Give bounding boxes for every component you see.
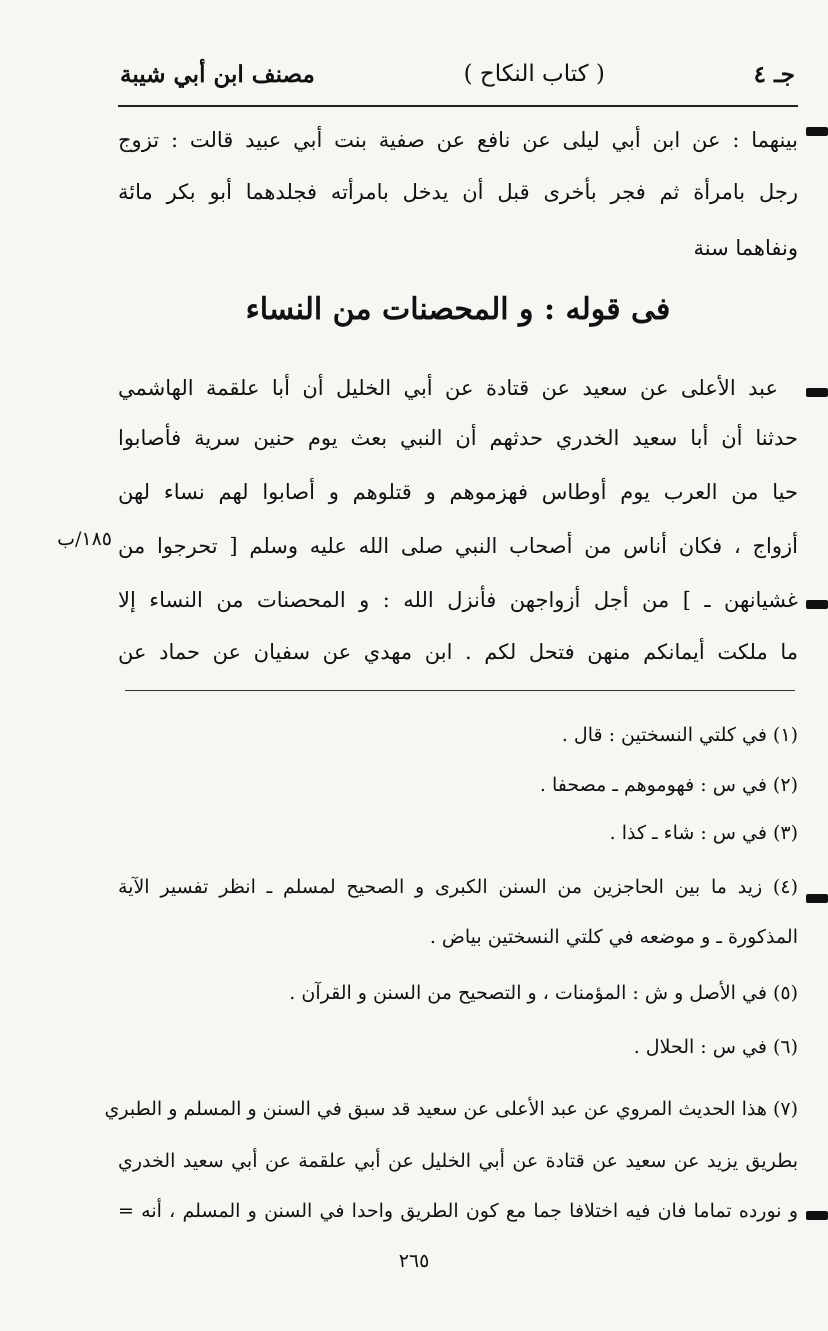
margin-mark [806,388,828,397]
running-header [120,52,795,96]
hadith-line: ما ملكت أيمانكم منهن فتحل لكم . ابن مهدي عن سفيان عن حماد عن [118,640,798,664]
hadith-line: عبد الأعلى عن سعيد عن قتادة عن أبي الخليل أن أبا علقمة الهاشمي [118,376,778,400]
hadith-line: غشيانهن ـ ] من أجل أزواجهن فأنزل الله : و المحصنات من النساء إلا [118,588,798,612]
hadith-line: أزواج ، فكان أناس من أصحاب النبي صلى الله عليه وسلم [ تحرجوا من [118,534,798,558]
header-chapter-title: ( كتاب النكاح ) [463,61,605,87]
footnote: بطريق يزيد عن سعيد عن قتادة عن أبي الخليل عن أبي علقمة عن أبي سعيد الخدري [118,1150,798,1172]
header-volume: جـ ٤ [753,60,795,88]
footnote: (٣) في س : شاء ـ كذا . [609,822,798,844]
footnote: (٥) في الأصل و ش : المؤمنات ، و التصحيح من السنن و القرآن . [289,982,798,1004]
footnote: المذكورة ـ و موضعه في كلتي النسختين بياض . [429,926,798,948]
footnote: (١) في كلتي النسختين : قال . [561,724,798,746]
hadith-line: حيا من العرب يوم أوطاس فهزموهم و قتلوهم و أصابوا لهم نساء لهن [118,480,798,504]
page-number: ٢٦٥ [398,1250,430,1272]
footnote: و نورده تماما فان فيه اختلافا جما مع كون الطريق واحدا في السنن و المسلم ، أنه = [118,1200,798,1222]
footnote: (٤) زيد ما بين الحاجزين من السنن الكبرى و الصحيح لمسلم ـ انظر تفسير الآية [118,876,798,898]
footnote: (٦) في س : الحلال . [633,1036,798,1058]
body-line: رجل بامرأة ثم فجر بأخرى قبل أن يدخل بامرأته فجلدهما أبو بكر مائة [118,180,798,204]
margin-mark [806,894,828,903]
body-line: ونفاهما سنة [693,236,798,260]
hadith-line: حدثنا أن أبا سعيد الخدري حدثهم أن النبي بعث يوم حنين سرية فأصابوا [118,426,798,450]
footnote: (٧) هذا الحديث المروي عن عبد الأعلى عن سعيد قد سبق في السنن و المسلم و الطبري [104,1098,798,1120]
header-book-title: مصنف ابن أبي شيبة [120,60,315,88]
margin-mark [806,600,828,609]
footnote: (٢) في س : فهوموهم ـ مصحفا . [539,774,798,796]
margin-folio-note: ١٨٥/ب [57,528,112,550]
margin-mark [806,127,828,136]
footnote-rule [125,690,795,691]
section-heading: فى قوله : و المحصنات من النساء [245,292,671,327]
body-line: بينهما : عن ابن أبي ليلى عن نافع عن صفية بنت أبي عبيد قالت : تزوج [118,128,798,152]
margin-mark [806,1211,828,1220]
header-rule [118,105,798,107]
